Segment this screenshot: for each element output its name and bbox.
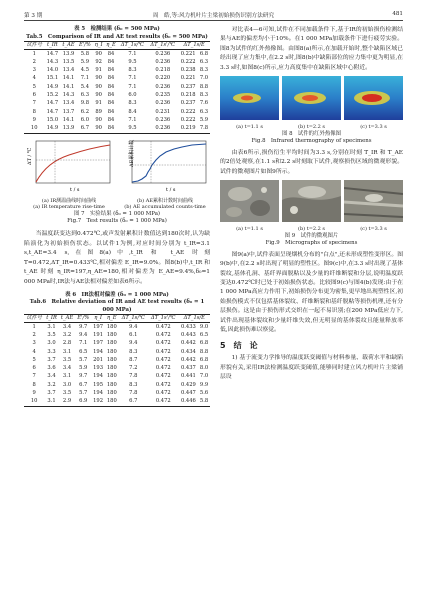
table5-header-cell: η_I [94, 42, 103, 49]
table-row [24, 356, 210, 364]
table-cell: 0.236 [155, 83, 171, 90]
section-heading-conclusion: 5 结 论 [220, 341, 258, 351]
table-cell: 7.0 [199, 75, 209, 82]
table-cell: 3.4 [62, 323, 72, 330]
table-cell: 3.4 [47, 373, 56, 380]
table-cell: 13.9 [60, 124, 77, 133]
table-cell: 84 [107, 50, 115, 57]
table-cell: 89 [95, 108, 102, 115]
table-cell: 3 [32, 340, 36, 347]
table6-header-cell: η_I [91, 315, 105, 322]
table6-header-cell: ΔT_1s'/℃ [148, 315, 179, 322]
table-cell: 193 [93, 365, 104, 372]
fig8b-caption: (b) t=2.2 s [298, 124, 325, 131]
table-cell: 91 [95, 67, 102, 74]
table6-caption-en: Tab.6 Relative deviation of IR and AE test results (δ₀ = 1 000 MPa) [29, 299, 205, 313]
table-cell: 13.4 [62, 67, 75, 74]
svg-text:t / s: t / s [70, 186, 80, 193]
table-cell: 84 [107, 58, 115, 65]
table-row [24, 389, 210, 397]
table-cell: 2 [32, 58, 36, 65]
table-cell: 6.7 [77, 124, 93, 133]
table-cell: 9.4 [129, 323, 138, 330]
table-cell: 0.447 [180, 390, 196, 397]
table-cell: 0.236 [155, 50, 171, 57]
table-cell: 0.442 [180, 340, 196, 347]
table-cell: 6.8 [199, 356, 209, 363]
table-cell: 1 [32, 323, 36, 330]
table-cell: 6.0 [128, 92, 137, 99]
table-cell: 13.4 [62, 100, 75, 107]
table-cell: 9.4 [129, 340, 138, 347]
table-cell: 6.9 [75, 397, 91, 406]
table-cell: 3.5 [47, 331, 56, 338]
table-cell: 91 [95, 100, 102, 107]
thermal-image-b [282, 76, 341, 120]
fig9b-caption: (b) t=2.2 s [298, 226, 325, 233]
ae-curve [132, 144, 206, 182]
table-cell: 8.8 [199, 348, 209, 355]
table-cell: 7.1 [80, 75, 89, 82]
right-paragraph-4: 1) 基于流变力学推导的温度跃变阈值与材料参量、载荷水平和缺陷形貌有关,采用IR法检测温度跃变阈值,能够同时建立风力机叶片主梁铺层设 [220, 355, 403, 381]
fig8-caption-cn: 图 8 试件的红外热像图 [281, 130, 342, 137]
table-cell: 0.437 [180, 365, 196, 372]
table-cell: 6.7 [79, 381, 88, 388]
table-row [24, 108, 210, 116]
table-cell: 84 [107, 67, 115, 74]
table-cell: 5 [32, 83, 36, 90]
fig9b-panel [282, 180, 341, 226]
table-cell: 0.222 [180, 108, 196, 115]
table-cell: 7.2 [129, 365, 138, 372]
table-cell: 0.472 [155, 373, 171, 380]
table-cell: 180 [106, 340, 117, 347]
table-cell: 3.2 [62, 331, 72, 338]
table-row [24, 339, 210, 347]
table-cell: 194 [93, 390, 104, 397]
table-cell: 180 [106, 348, 117, 355]
table-row [24, 397, 210, 406]
table-cell: 0.236 [147, 124, 178, 133]
table-row [24, 331, 210, 339]
table-cell: 7.1 [128, 50, 137, 57]
table-cell: 197 [93, 323, 104, 330]
table-cell: 7.8 [199, 125, 209, 132]
table-cell: 9.0 [199, 323, 209, 330]
table-cell: 84 [107, 83, 115, 90]
fig9-caption-cn: 图 9 试件的微观图片 [284, 232, 339, 239]
left-paragraph: 当温度跃变达到0.472℃,或声发射累积计数值达到180次时,认为缺陷演化为初始损伤状态。以试件1为例,对应时间分别为 t_IR=3.1 s,t_AE=3.4 s,在图8(a)中,t_IR 和 t_AE 时刻 T=0.472,ΔT_IR=0.433℃,相对偏差 E_IR=9.0%。图8(b)中,t_IR 和 t_AE 时刻 η_IR=197,η_AE=180,相对偏差为 E_AE=9.4%,δ₀=1 000 MPa时,IR法与AE法相对偏差如表6所示。 [24, 230, 210, 285]
table5-header-cell: 试件号 [24, 42, 44, 49]
table-cell: 8.3 [128, 67, 137, 74]
table6-header-cell: ΔT_1s/E [179, 315, 210, 322]
table-cell: 3.1 [62, 348, 72, 355]
table-cell: 194 [93, 348, 104, 355]
table5-header-cell: ΔT_1s/E [178, 42, 210, 49]
table-cell: 90 [95, 92, 102, 99]
fig7a-caption-cn: (a) IR测温曲线时间曲线 [41, 197, 97, 204]
table-row [24, 99, 210, 107]
right-paragraph-3: 图9(a)中,试件表面呈现烟机分布的"白点",还未形成塑性变形区。图9(b)中,在2.2 s时出现了明显的塑性区。图9(c)中,在3.3 s时出现了基体裂纹,基体孔洞、基纤界面脱粘以及少量的纤维断裂和分层,说明温度跃变达0.472℃时已处于初始损伤状态。比较图9(c)与图4(b)发现:由于在1 000 MPa高应力作用下,初始损伤分布更为密集,更早地出现塑性区,初始损伤模式不仅包括基体裂纹、纤维断裂和基纤脱粘等损伤机理,还有分层损伤。这是由于损伤形式交织在一起不易识别;在200 MPa低应力下,试件出现基体裂纹和少量纤维失效,但无明显的基体裂纹且能量释放率低,因此损伤难以察觉。 [220, 251, 403, 334]
table-cell: 3.4 [62, 365, 72, 372]
table-cell: 14.7 [46, 50, 59, 57]
table-cell: 6.2 [80, 108, 89, 115]
table5-header-cell: ΔT_1s/℃ [118, 42, 147, 49]
table-cell: 2.9 [59, 397, 75, 406]
table-cell: 3.7 [47, 356, 56, 363]
micrograph-a [220, 180, 279, 222]
table-cell: 180 [106, 381, 117, 388]
table-cell: 3.1 [62, 373, 72, 380]
table-cell: 0.442 [180, 356, 196, 363]
table-row [24, 322, 210, 331]
svg-text:AE累积计数: AE累积计数 [129, 139, 135, 167]
table-cell: 1 [32, 50, 36, 57]
table-row [24, 124, 210, 133]
table-cell: 0.236 [155, 100, 171, 107]
table-cell: 0.219 [178, 124, 198, 133]
table5 [24, 41, 210, 133]
table-cell: 0.472 [155, 365, 171, 372]
table-cell: 0.472 [155, 356, 171, 363]
table-row [24, 91, 210, 99]
table-cell: 8 [32, 108, 36, 115]
table-cell: 7.6 [199, 100, 209, 107]
table-cell: 90 [93, 124, 104, 133]
table-cell: 8.8 [199, 83, 209, 90]
svg-text:t / s: t / s [166, 186, 176, 193]
table-cell: 8.7 [129, 356, 138, 363]
table-cell: 6 [32, 92, 36, 99]
table-cell: 5.7 [79, 390, 88, 397]
right-paragraph-2: 由表6所示,损伤衍生平均时间为3.3 s,分别在时刻 T_IR 和 T_AE 的2倍处观察,在1.1 s和2.2 s时刻取下试件,观察损伤区域的微观形貌。试件的微观图片如图9所示。 [220, 149, 403, 175]
figure7 [24, 138, 210, 198]
table-cell: 7.8 [129, 390, 138, 397]
table-cell: 0.433 [180, 323, 196, 330]
fig8b-panel [282, 76, 341, 124]
table-cell: 0.446 [179, 397, 198, 406]
table-cell: 0.235 [155, 92, 171, 99]
table-cell: 0.236 [155, 58, 171, 65]
table-cell: 7 [32, 373, 36, 380]
table-cell: 7 [32, 100, 36, 107]
table-cell: 5.6 [199, 390, 209, 397]
table5-header-cell: E'/% [77, 42, 93, 49]
table-cell: 10 [24, 124, 44, 133]
table-cell: 8.4 [128, 108, 137, 115]
table-cell: 14.1 [62, 75, 75, 82]
table-cell: 0.237 [180, 100, 196, 107]
table6-header-cell: η_E [105, 315, 119, 322]
table-cell: 9.5 [128, 58, 137, 65]
table-cell: 4.5 [80, 67, 89, 74]
table5-header-cell: t_AE [60, 42, 77, 49]
fig8a-caption: (a) t=1.1 s [236, 124, 263, 131]
table-cell: 13.9 [62, 50, 75, 57]
table-cell: 8.3 [199, 92, 209, 99]
fig9c-panel [344, 180, 403, 226]
table-row [24, 364, 210, 372]
table6-header-cell: ΔT_1s/℃ [119, 315, 148, 322]
table-cell: 194 [93, 373, 104, 380]
table-cell: 180 [106, 356, 117, 363]
table-cell: 7.1 [128, 116, 137, 123]
table-cell: 14.1 [62, 83, 75, 90]
table-cell: 15.1 [46, 75, 59, 82]
table-cell: 9.7 [79, 323, 88, 330]
table-cell: 3.5 [62, 390, 72, 397]
thermal-image-c [344, 76, 403, 120]
table-cell: 0.238 [180, 67, 196, 74]
fig8-caption-en: Fig.8 Infrared thermography of specimens [251, 138, 372, 145]
table-cell: 6.1 [129, 331, 138, 338]
running-title: 周 皓,等:风力机叶片主梁初始损伤识别方法研究 [152, 13, 275, 19]
table-cell: 14.9 [46, 83, 59, 90]
table5-header-cell: t_IR [44, 42, 60, 49]
table-cell: 9.9 [199, 381, 209, 388]
table6 [24, 314, 210, 406]
table-cell: 3.2 [47, 381, 56, 388]
table-cell: 7.1 [79, 340, 88, 347]
table-cell: 0.472 [148, 397, 179, 406]
table-cell: 13.5 [62, 58, 75, 65]
table-cell: 6.3 [199, 58, 209, 65]
table-cell: 0.429 [180, 381, 196, 388]
table-cell: 3.0 [47, 340, 56, 347]
table-cell: 201 [93, 356, 104, 363]
right-paragraph-1: 对比表4—6可知,试件在不同加载条件下,基于IR的初始损伤检测结果与AE的偏差均小于10%。在1 000 MPa加载条件下进行疲劳实验。图8为试件的红外热像图。由图8(a)所示,在加载开始时,整个缺陷区域已经出现了应力集中,在2.2 s时,图8(b)中缺陷部位的应力集中更为明显,在3.3 s时,如图8(c)所示,应力高度集中在缺陷区域中心附近。 [220, 27, 403, 71]
table-cell: 6.5 [199, 331, 209, 338]
table-cell: 84 [107, 116, 115, 123]
table-cell: 0.443 [180, 331, 196, 338]
table-row [24, 49, 210, 58]
table-cell: 7.8 [129, 373, 138, 380]
table6-header-cell: t_AE [59, 315, 75, 322]
table-cell: 84 [107, 100, 115, 107]
figure8 [220, 76, 403, 124]
table-cell: 0.237 [180, 83, 196, 90]
table-cell: 15.0 [46, 116, 59, 123]
table-cell: 180 [106, 323, 117, 330]
table-cell: 5.9 [199, 116, 209, 123]
table-cell: 3 [32, 67, 36, 74]
table-cell: 8.3 [128, 100, 137, 107]
table-row [24, 74, 210, 82]
table-cell: 9 [32, 116, 36, 123]
ir-temperature-plot [24, 138, 114, 194]
table-cell: 10 [24, 397, 44, 406]
table-cell: 0.218 [155, 67, 171, 74]
table5-header-cell: η_E [106, 42, 116, 49]
table-row [24, 58, 210, 66]
table-cell: 9 [32, 390, 36, 397]
table-cell: 180 [106, 373, 117, 380]
table-cell: 195 [93, 381, 104, 388]
fig9-caption-en: Fig.9 Micrographs of specimens [265, 240, 358, 247]
table-cell: 84 [107, 92, 115, 99]
table-cell: 8.3 [199, 67, 209, 74]
table-cell: 14.3 [62, 92, 75, 99]
table-cell: 13.7 [62, 108, 75, 115]
table6-caption-cn: 表 6 IR法相对偏差 (δ₀ = 1 000 MPa) [65, 291, 169, 298]
table-cell: 90 [95, 83, 102, 90]
table-row [24, 116, 210, 124]
thermal-image-a [220, 76, 279, 120]
table-cell: 8.3 [129, 348, 138, 355]
figure7a [24, 138, 114, 198]
table-cell: 3.1 [44, 397, 59, 406]
micrograph-c [344, 180, 403, 222]
table-cell: 0.221 [180, 75, 196, 82]
table5-header-cell: ΔT_1s'/℃ [147, 42, 178, 49]
table-cell: 9.8 [80, 100, 89, 107]
fig7b-caption-en: (b) AE accumulated counts-time [124, 204, 206, 211]
table-cell: 7.1 [128, 75, 137, 82]
table-cell: 191 [93, 331, 104, 338]
table-cell: 0.434 [180, 348, 196, 355]
table-cell: 14.0 [46, 67, 59, 74]
table-cell: 84 [107, 108, 115, 115]
fig7-caption-en: Fig.7 Test results (δ₀ = 1 000 MPa) [67, 218, 167, 225]
fig9a-panel [220, 180, 279, 226]
table-cell: 180 [106, 390, 117, 397]
table-cell: 6.3 [199, 108, 209, 115]
right-column [220, 26, 403, 383]
fig9a-caption: (a) t=1.1 s [236, 226, 263, 233]
table-cell: 84 [104, 124, 117, 133]
micrograph-b [282, 180, 341, 222]
table-cell: 3.1 [47, 323, 56, 330]
table5-caption-en: Tab.5 Comparison of IR and AE test results (δ₀ = 500 MPa) [26, 33, 208, 40]
table-cell: 5.9 [79, 365, 88, 372]
fig7-caption-cn: 图 7 实验结果 (δ₀ = 1 000 MPa) [73, 210, 161, 217]
table-cell: 14.9 [44, 124, 60, 133]
fig7a-caption-en: (a) IR temperature rise-time [33, 204, 105, 211]
table-row [24, 83, 210, 91]
table-cell: 7.1 [128, 83, 137, 90]
table-row [24, 66, 210, 74]
table-cell: 6.7 [119, 397, 148, 406]
table-cell: 192 [93, 398, 104, 405]
table-cell: 3.5 [62, 356, 72, 363]
table-cell: 92 [95, 58, 102, 65]
table-cell: 6.3 [80, 92, 89, 99]
table-cell: 6 [32, 365, 36, 372]
table-cell: 14.7 [46, 100, 59, 107]
table-cell: 6.0 [80, 116, 89, 123]
table-cell: 3.3 [47, 348, 56, 355]
table6-header-cell: t_IR [46, 315, 57, 322]
table-cell: 8.0 [199, 365, 209, 372]
table-cell: 0.472 [155, 331, 171, 338]
table-cell: 180 [106, 398, 117, 405]
ae-counts-plot [120, 138, 210, 194]
table-cell: 0.472 [155, 348, 171, 355]
table-row [24, 348, 210, 356]
table6-header-cell: E'/% [75, 315, 91, 322]
fig8a-panel [220, 76, 279, 124]
table-cell: 90 [95, 75, 102, 82]
table-cell: 5 [32, 356, 36, 363]
table-cell: 0.441 [180, 373, 196, 380]
table-cell: 0.236 [155, 116, 171, 123]
table-cell: 197 [93, 340, 104, 347]
table-cell: 0.472 [155, 323, 171, 330]
table-cell: 4 [32, 348, 36, 355]
table-cell: 0.218 [180, 92, 196, 99]
header-rule [24, 20, 403, 21]
table-cell: 3.6 [47, 365, 56, 372]
fig8c-caption: (c) t=3.3 s [360, 124, 387, 131]
table-cell: 0.222 [180, 116, 196, 123]
table-cell: 84 [107, 75, 115, 82]
table-cell: 6.8 [199, 340, 209, 347]
table-cell: 5.8 [199, 398, 209, 405]
fig9c-caption: (c) t=3.3 s [360, 226, 387, 233]
table-cell: 90 [95, 50, 102, 57]
table-cell: 5.4 [80, 83, 89, 90]
table5-caption-cn: 表 5 检测结果 (δ₀ = 500 MPa) [74, 26, 160, 32]
svg-text:ΔT / ℃: ΔT / ℃ [27, 147, 33, 165]
table-cell: 180 [106, 331, 117, 338]
left-column [24, 26, 210, 407]
table-row [24, 381, 210, 389]
table-cell: 3.7 [47, 390, 56, 397]
table-cell: 14.1 [62, 116, 75, 123]
table-cell: 6.8 [199, 50, 209, 57]
table-cell: 5.9 [80, 58, 89, 65]
table-cell: 8.3 [129, 381, 138, 388]
table-cell: 4 [32, 75, 36, 82]
table-cell: 15.2 [46, 92, 59, 99]
table-cell: 14.3 [46, 58, 59, 65]
table-cell: 8 [32, 381, 36, 388]
table-cell: 7.0 [199, 373, 209, 380]
table-cell: 2 [32, 331, 36, 338]
table-cell: 0.472 [155, 390, 171, 397]
table-cell: 2.8 [62, 340, 72, 347]
table-cell: 0.472 [155, 340, 171, 347]
table-cell: 0.220 [155, 75, 171, 82]
table-cell: 3.0 [62, 381, 72, 388]
fig7b-caption-cn: (b) AE累积计数时间曲线 [137, 197, 193, 204]
issue-number: 第 3 期 [24, 13, 43, 19]
table-cell: 0.221 [180, 50, 196, 57]
table-cell: 0.231 [155, 108, 171, 115]
table-cell: 6.5 [79, 348, 88, 355]
table-cell: 14.7 [46, 108, 59, 115]
table-cell: 180 [106, 365, 117, 372]
figure7b [120, 138, 210, 198]
table-row [24, 372, 210, 380]
table-cell: 9.5 [118, 124, 147, 133]
table-cell: 0.222 [180, 58, 196, 65]
table-cell: 90 [95, 116, 102, 123]
table-cell: 9.4 [79, 331, 88, 338]
table6-header-cell: 试件号 [24, 315, 44, 322]
table-cell: 5.7 [79, 356, 88, 363]
table-cell: 9.7 [79, 373, 88, 380]
figure9 [220, 180, 403, 226]
fig8c-panel [344, 76, 403, 124]
ir-curve [36, 145, 110, 182]
table-cell: 5.8 [80, 50, 89, 57]
page-number: 481 [392, 11, 403, 17]
table-cell: 0.472 [155, 381, 171, 388]
